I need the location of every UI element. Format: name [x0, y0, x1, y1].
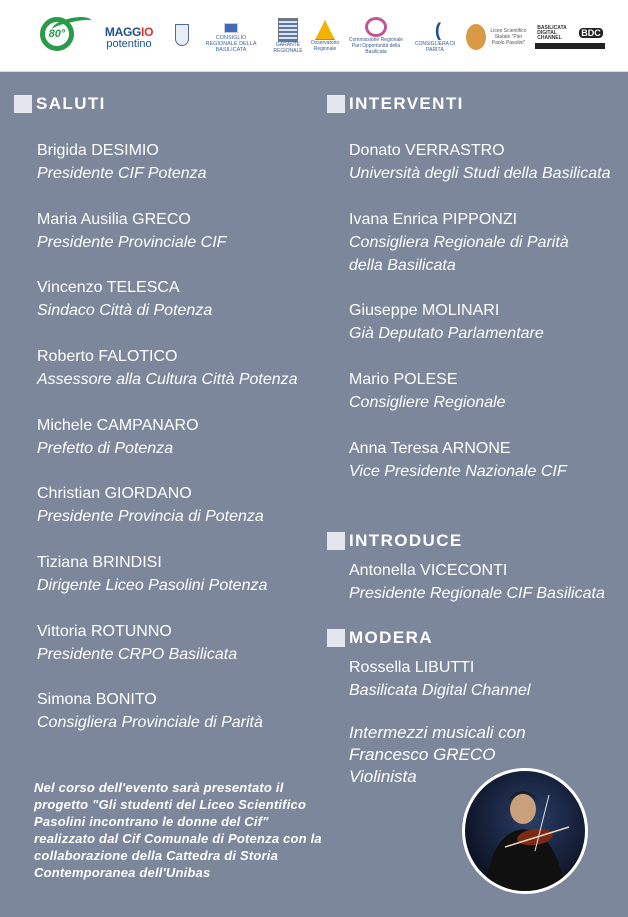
person-role: Consigliera Provinciale di Parità: [37, 714, 263, 731]
person-name: Giuseppe MOLINARI: [349, 302, 500, 319]
saluti-heading-text: SALUTI: [36, 94, 106, 113]
person-role: Università degli Studi della Basilicata: [349, 165, 611, 182]
person-name: Vincenzo TELESCA: [37, 279, 180, 296]
consigliera-parita-logo: [412, 16, 458, 56]
garante-logo-text: GARANTE REGIONALE: [273, 42, 303, 54]
flag-icon: [224, 23, 238, 33]
saluti-person: [37, 208, 226, 254]
modera-heading-text: MODERA: [349, 628, 433, 647]
portrait-icon: [466, 24, 486, 50]
bdc-logo-text: BDC: [581, 28, 601, 38]
bdc-logo-subtext: BASILICATA DIGITAL CHANNEL: [537, 24, 567, 41]
person-name: Christian GIORDANO: [37, 485, 192, 502]
person-name: Donato VERRASTRO: [349, 142, 505, 159]
maggio-logo-subtext: potentino: [106, 37, 152, 50]
consigliera-logo-text: CONSIGLIERA DI PARITÀ: [414, 40, 456, 53]
saluti-person: [37, 688, 263, 734]
osservatorio-logo-text: Osservatorio Regionale: [310, 40, 340, 52]
bdc-logo: [534, 22, 606, 52]
square-bullet-icon: [327, 532, 345, 550]
interventi-person: [349, 368, 506, 414]
person-name: Vittoria ROTUNNO: [37, 623, 172, 640]
liceo-logo-text: Liceo Scientifico Statale "Pier Paolo Pasolini": [490, 28, 527, 46]
introduce-heading: [327, 531, 463, 551]
bdc-strip: [535, 43, 605, 49]
person-name: Rossella LIBUTTI: [349, 659, 475, 676]
person-role: Vice Presidente Nazionale CIF: [349, 463, 567, 480]
maggio-potentino-logo: [98, 20, 160, 54]
garante-logo: [270, 18, 306, 54]
saluti-person: [37, 139, 207, 185]
square-bullet-icon: [327, 629, 345, 647]
heart-emblem-icon: [365, 17, 387, 37]
person-role: Presidente CRPO Basilicata: [37, 646, 238, 663]
person-role: Presidente Regionale CIF Basilicata: [349, 585, 605, 602]
violinist-photo: [462, 768, 588, 894]
maggio-logo-text-b: IO: [141, 24, 154, 39]
violinist-figure-icon: [465, 771, 585, 891]
person-role: Basilicata Digital Channel: [349, 682, 531, 699]
person-role: Presidente CIF Potenza: [37, 165, 207, 182]
interventi-person: [349, 437, 567, 483]
coat-of-arms-icon: [175, 24, 189, 46]
music-line-3: Violinista: [349, 767, 417, 786]
person-role: Presidente Provinciale CIF: [37, 234, 227, 251]
garante-emblem-icon: [278, 18, 298, 42]
person-role: Sindaco Città di Potenza: [37, 302, 213, 319]
interventi-heading-text: INTERVENTI: [349, 94, 464, 113]
square-bullet-icon: [327, 95, 345, 113]
music-line-1: Intermezzi musicali con: [349, 723, 526, 742]
person-name: Antonella VICECONTI: [349, 562, 508, 579]
modera-heading: [327, 628, 433, 648]
person-name: Mario POLESE: [349, 371, 458, 388]
saluti-person: [37, 276, 212, 322]
osservatorio-logo: [307, 18, 343, 54]
logo-strip: [0, 0, 628, 72]
interventi-person: [349, 208, 569, 277]
person-name: Ivana Enrica PIPPONZI: [349, 211, 518, 228]
person-name: Anna Teresa ARNONE: [349, 440, 511, 457]
square-bullet-icon: [14, 95, 32, 113]
person-role: Prefetto di Potenza: [37, 440, 174, 457]
saluti-person: [37, 482, 264, 528]
consiglio-logo-text: CONSIGLIO REGIONALE DELLA BASILICATA: [205, 35, 257, 53]
cif-logo-text: 80°: [48, 28, 66, 40]
commissione-pari-opportunita-logo: [346, 16, 406, 56]
person-role: Consigliera Regionale di Parità: [349, 234, 569, 251]
saluti-person: [37, 414, 199, 460]
commissione-logo-text: Commissione Regionale Pari Opportunità della Basilicata: [348, 37, 404, 55]
liceo-pasolini-logo: [464, 20, 530, 54]
consiglio-regionale-logo: [201, 22, 261, 54]
person-name: Maria Ausilia GRECO: [37, 211, 191, 228]
interventi-person: [349, 139, 610, 185]
person-role: Dirigente Liceo Pasolini Potenza: [37, 577, 268, 594]
person-role: Già Deputato Parlamentare: [349, 325, 544, 342]
saluti-person: [37, 345, 298, 391]
music-line-2: Francesco GRECO: [349, 745, 496, 764]
cif-80-logo: [22, 14, 92, 54]
person-name: Simona BONITO: [37, 691, 157, 708]
saluti-heading: [14, 94, 106, 114]
person-name: Michele CAMPANARO: [37, 417, 199, 434]
person-role: Consigliere Regionale: [349, 394, 506, 411]
person-name: Tiziana BRINDISI: [37, 554, 162, 571]
person-role: Presidente Provincia di Potenza: [37, 508, 264, 525]
person-role-line2: della Basilicata: [349, 257, 456, 274]
person-name: Brigida DESIMIO: [37, 142, 159, 159]
person-role: Assessore alla Cultura Città Potenza: [37, 371, 298, 388]
saluti-person: [37, 551, 267, 597]
warning-triangle-icon: [315, 20, 335, 40]
introduce-heading-text: INTRODUCE: [349, 531, 463, 550]
saluti-person: [37, 620, 237, 666]
interventi-person: [349, 299, 544, 345]
person-name: Roberto FALOTICO: [37, 348, 178, 365]
interventi-heading: [327, 94, 464, 114]
maggio-logo-text-a: MAGG: [104, 24, 142, 39]
modera-person: [349, 656, 530, 702]
event-note: Nel corso dell'evento sarà presentato il progetto "Gli studenti del Liceo Scientifico Pasolini incontrano le donne del Cif" realizzato dal Cif Comunale di Potenza con la collaborazione della Cattedra di Storia Contemporanea dell'Unibas: [34, 780, 322, 880]
introduce-person: [349, 559, 605, 605]
